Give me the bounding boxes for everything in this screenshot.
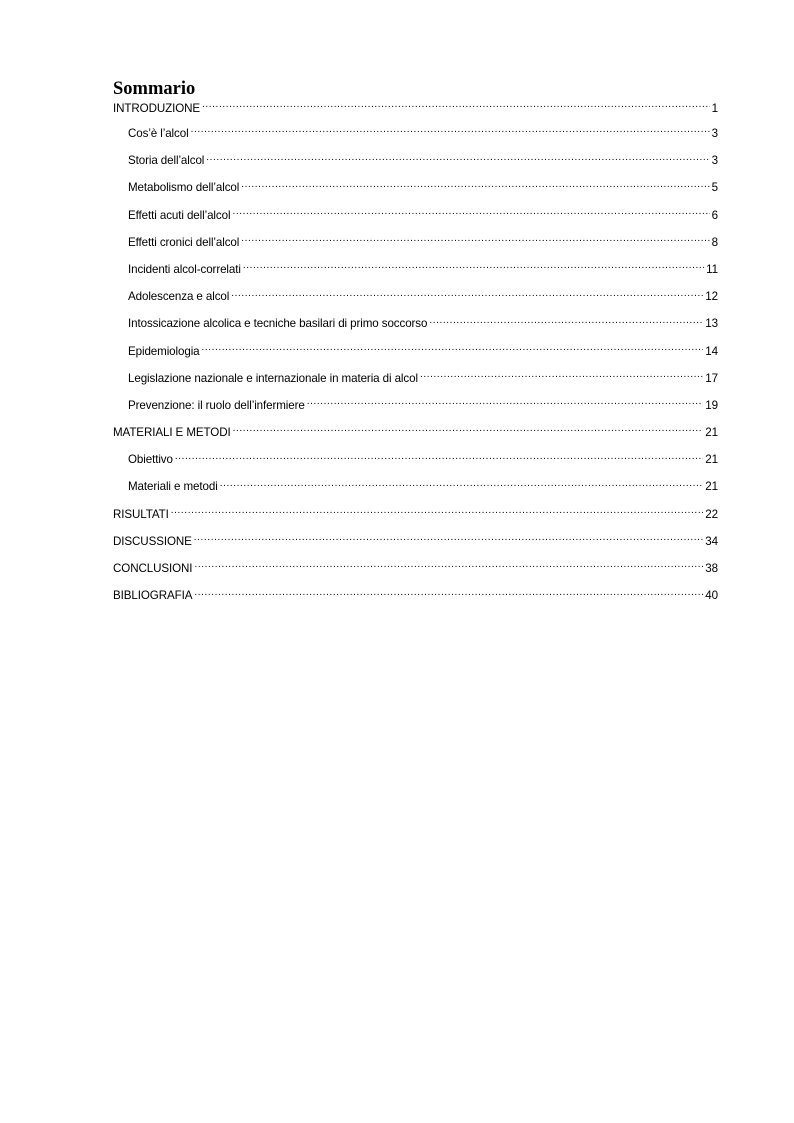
dot-leader (420, 370, 703, 382)
dot-leader (194, 533, 704, 545)
dot-leader (194, 588, 703, 600)
toc-entry-label: Effetti cronici dell’alcol (128, 235, 240, 249)
dot-leader (206, 153, 709, 165)
toc-entry[interactable] (113, 338, 718, 365)
toc-entry[interactable] (113, 283, 718, 310)
toc-entry-page-number: 11 (706, 262, 718, 276)
toc-entry-page-number: 21 (705, 426, 718, 440)
toc-entry[interactable] (113, 229, 718, 256)
toc-entry-label: Intossicazione alcolica e tecniche basilari di primo soccorso (128, 317, 428, 331)
toc-entry-label: Metabolismo dell’alcol (128, 181, 240, 195)
document-page (113, 78, 718, 609)
toc-entry-page-number: 5 (711, 181, 718, 195)
toc-title: Sommario (113, 79, 196, 99)
toc-entry[interactable] (113, 446, 718, 473)
toc-entry-page-number: 21 (705, 453, 718, 467)
toc-entry-page-number: 12 (705, 290, 718, 304)
dot-leader (191, 125, 710, 137)
toc-entry[interactable] (113, 582, 718, 609)
dot-leader (241, 234, 709, 246)
dot-leader (171, 506, 704, 518)
toc-entry[interactable] (113, 501, 718, 528)
toc-entry-page-number: 3 (711, 127, 718, 140)
dot-leader (241, 180, 709, 192)
toc-entry-page-number: 40 (705, 589, 718, 603)
dot-leader (202, 343, 704, 355)
toc-entry-page-number: 6 (711, 208, 718, 222)
toc-entry[interactable] (113, 365, 718, 392)
toc-entry-label: RISULTATI (113, 507, 169, 521)
toc-entry-page-number: 14 (705, 344, 718, 358)
toc-entry[interactable] (113, 98, 718, 120)
toc-entry-label: Cos’è l’alcol (128, 127, 189, 140)
toc-entry[interactable] (113, 202, 718, 229)
toc-entry-label: INTRODUZIONE (113, 102, 201, 115)
toc-entry[interactable] (113, 419, 718, 446)
toc-entry[interactable] (113, 174, 718, 201)
toc-entry-page-number: 8 (711, 235, 718, 249)
toc-entry-label: Legislazione nazionale e internazionale in materia di alcol (128, 371, 418, 385)
toc-entry[interactable] (113, 555, 718, 582)
dot-leader (194, 560, 703, 572)
dot-leader (243, 261, 704, 273)
dot-leader (429, 316, 703, 328)
toc-entry[interactable] (113, 473, 718, 500)
toc-entry[interactable] (113, 147, 718, 174)
toc-entry-label: MATERIALI E METODI (113, 426, 231, 440)
toc-entry[interactable] (113, 256, 718, 283)
dot-leader (231, 289, 703, 301)
dot-leader (202, 100, 710, 112)
table-of-contents (113, 98, 718, 609)
dot-leader (232, 207, 709, 219)
toc-entry[interactable] (113, 310, 718, 337)
toc-entry-label: BIBLIOGRAFIA (113, 589, 193, 603)
dot-leader (233, 424, 704, 436)
toc-entry-label: Materiali e metodi (128, 480, 218, 494)
toc-entry-label: Adolescenza e alcol (128, 290, 230, 304)
dot-leader (175, 452, 703, 464)
toc-entry-page-number: 1 (711, 102, 718, 115)
toc-entry-label: Obiettivo (128, 453, 173, 467)
dot-leader (220, 479, 704, 491)
toc-entry[interactable] (113, 120, 718, 147)
toc-entry-page-number: 34 (705, 534, 718, 548)
toc-entry-label: Incidenti alcol-correlati (128, 262, 241, 276)
toc-entry-page-number: 22 (705, 507, 718, 521)
toc-entry-label: Effetti acuti dell’alcol (128, 208, 231, 222)
toc-entry-page-number: 38 (705, 562, 718, 575)
toc-entry-label: Epidemiologia (128, 344, 200, 358)
toc-entry-page-number: 19 (705, 398, 718, 412)
toc-entry-page-number: 13 (705, 317, 718, 331)
toc-entry-label: Storia dell’alcol (128, 154, 205, 168)
toc-entry[interactable] (113, 528, 718, 555)
toc-entry-page-number: 17 (705, 371, 718, 385)
toc-entry-page-number: 3 (711, 154, 718, 168)
toc-entry-label: CONCLUSIONI (113, 562, 193, 575)
toc-entry-label: DISCUSSIONE (113, 534, 192, 548)
toc-entry[interactable] (113, 392, 718, 419)
toc-entry-page-number: 21 (705, 480, 718, 494)
dot-leader (307, 397, 704, 409)
toc-entry-label: Prevenzione: il ruolo dell’infermiere (128, 398, 305, 412)
